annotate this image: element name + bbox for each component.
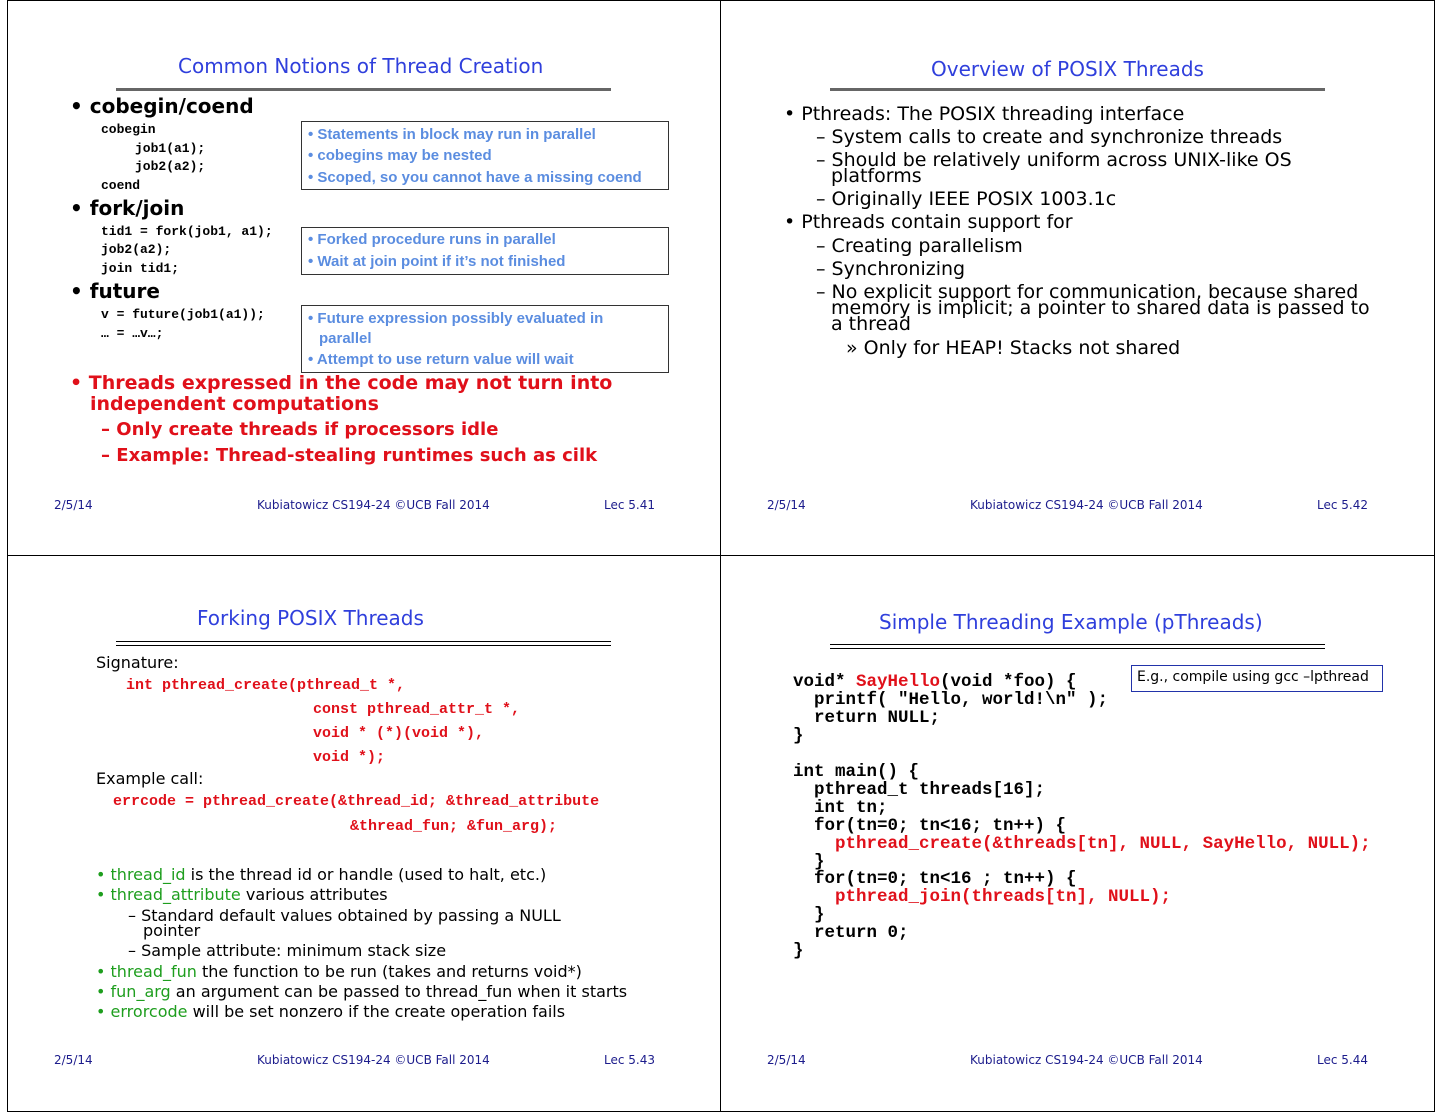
code-line: } [793,905,825,925]
footer-course: Kubiatowicz CS194-24 ©UCB Fall 2014 [970,498,1203,512]
example-label: Example call: [96,769,204,788]
note: • Future expression possibly evaluated in [308,310,604,327]
sub-bullet: – No explicit support for communication, because shared [816,281,1359,303]
signature-label: Signature: [96,653,179,672]
note: • Attempt to use return value will wait [308,351,574,368]
code-line: pthread_t threads[16]; [793,780,1046,800]
sig-line: void *); [313,749,386,766]
footer-date: 2/5/14 [767,498,806,512]
sub-bullet: – Creating parallelism [816,235,1023,257]
code-line: coend [101,178,141,193]
code-line: } [793,726,804,746]
param-item: • fun_arg an argument can be passed to thread_fun when it starts [96,982,628,1001]
footer-lec: Lec 5.43 [604,1053,655,1067]
code-line: job2(a2); [135,159,206,174]
code-line: job2(a2); [101,242,172,257]
code-line: job1(a1); [135,141,206,156]
sub-bullet: – System calls to create and synchronize threads [816,126,1283,148]
note: • Forked procedure runs in parallel [308,231,556,248]
code-line: cobegin [101,122,156,137]
code-line: v = future(job1(a1)); [101,307,265,322]
title-rule [116,88,611,91]
slide-title: Simple Threading Example (pThreads) [879,610,1263,634]
sub-bullet-cont: memory is implicit; a pointer to shared data is passed to [831,297,1370,319]
param-sub: – Standard default values obtained by passing a NULL [128,906,561,925]
footer-course: Kubiatowicz CS194-24 ©UCB Fall 2014 [970,1053,1203,1067]
footer-course: Kubiatowicz CS194-24 ©UCB Fall 2014 [257,1053,490,1067]
code-line: … = …v…; [101,326,164,341]
code-line: tid1 = fork(job1, a1); [101,224,273,239]
footer-date: 2/5/14 [767,1053,806,1067]
slide-title: Common Notions of Thread Creation [178,54,544,78]
slide-5-44 [720,555,1435,1112]
bullet: • Pthreads: The POSIX threading interface [784,103,1185,125]
code-line: return NULL; [793,708,941,728]
note: parallel [319,330,372,347]
param-item: • thread_fun the function to be run (takes and returns void*) [96,962,582,981]
code-line: } [793,852,825,872]
sub-bullet: – Originally IEEE POSIX 1003.1c [816,188,1117,210]
sig-line: void * (*)(void *), [313,725,485,742]
footer-date: 2/5/14 [54,1053,93,1067]
slide-5-41 [7,0,721,556]
compile-note: E.g., compile using gcc –lpthread [1137,669,1369,685]
call-line: errcode = pthread_create(&thread_id; &thread_attribute [113,793,600,810]
note: • Statements in block may run in parallel [308,126,596,143]
note: • Wait at join point if it’s not finished [308,253,566,270]
slide-5-43 [7,555,721,1112]
bullet: • Pthreads contain support for [784,211,1073,233]
code-line: return 0; [793,923,909,943]
code-line: int tn; [793,798,888,818]
title-rule [830,88,1325,91]
sub-bullet-cont: platforms [831,165,922,187]
param-sub: – Sample attribute: minimum stack size [128,941,447,960]
red-sub: – Example: Thread-stealing runtimes such as cilk [101,445,598,466]
code-line: pthread_join(threads[tn], NULL); [793,887,1172,907]
param-item: • errorcode will be set nonzero if the create operation fails [96,1002,566,1021]
note: • cobegins may be nested [308,147,492,164]
code-line: int main() { [793,762,920,782]
sig-line: int pthread_create(pthread_t *, [126,677,406,694]
sig-line: const pthread_attr_t *, [313,701,521,718]
footer-date: 2/5/14 [54,498,93,512]
bullet-cobegin: • cobegin/coend [70,94,254,118]
sub-bullet-cont: a thread [831,313,911,335]
code-line: for(tn=0; tn<16; tn++) { [793,816,1067,836]
sub-bullet: – Should be relatively uniform across UNIX-like OS [816,149,1292,171]
code-line: pthread_create(&threads[tn], NULL, SayHello, NULL); [793,834,1371,854]
forkjoin-notes-box [301,227,669,275]
note: • Scoped, so you cannot have a missing coend [308,169,642,186]
footer-lec: Lec 5.41 [604,498,655,512]
footer-lec: Lec 5.42 [1317,498,1368,512]
sub-bullet: – Synchronizing [816,258,966,280]
param-sub-cont: pointer [143,921,201,940]
red-sub: – Only create threads if processors idle [101,419,499,440]
param-item: • thread_attribute various attributes [96,885,388,904]
bullet-forkjoin: • fork/join [70,196,185,220]
compile-note-box [1131,665,1383,692]
sub-sub-bullet: » Only for HEAP! Stacks not shared [846,337,1181,359]
red-point: • Threads expressed in the code may not turn into [70,372,613,394]
title-rule [830,648,1325,649]
cobegin-notes-box [301,121,669,190]
title-rule [116,641,611,642]
code-line: void* SayHello(void *foo) { [793,672,1077,692]
param-item: • thread_id is the thread id or handle (used to halt, etc.) [96,865,547,884]
code-line: printf( "Hello, world!\n" ); [793,690,1109,710]
red-point-cont: independent computations [90,393,379,415]
call-line: &thread_fun; &fun_arg); [350,818,558,835]
slide-5-42 [720,0,1435,556]
future-notes-box [301,305,669,373]
footer-course: Kubiatowicz CS194-24 ©UCB Fall 2014 [257,498,490,512]
code-line: for(tn=0; tn<16 ; tn++) { [793,869,1077,889]
title-rule [116,645,611,646]
title-rule [830,644,1325,645]
slide-title: Overview of POSIX Threads [931,57,1204,81]
slide-title: Forking POSIX Threads [197,606,424,630]
footer-lec: Lec 5.44 [1317,1053,1368,1067]
code-line: join tid1; [101,261,180,276]
bullet-future: • future [70,279,160,303]
code-line: } [793,941,804,961]
